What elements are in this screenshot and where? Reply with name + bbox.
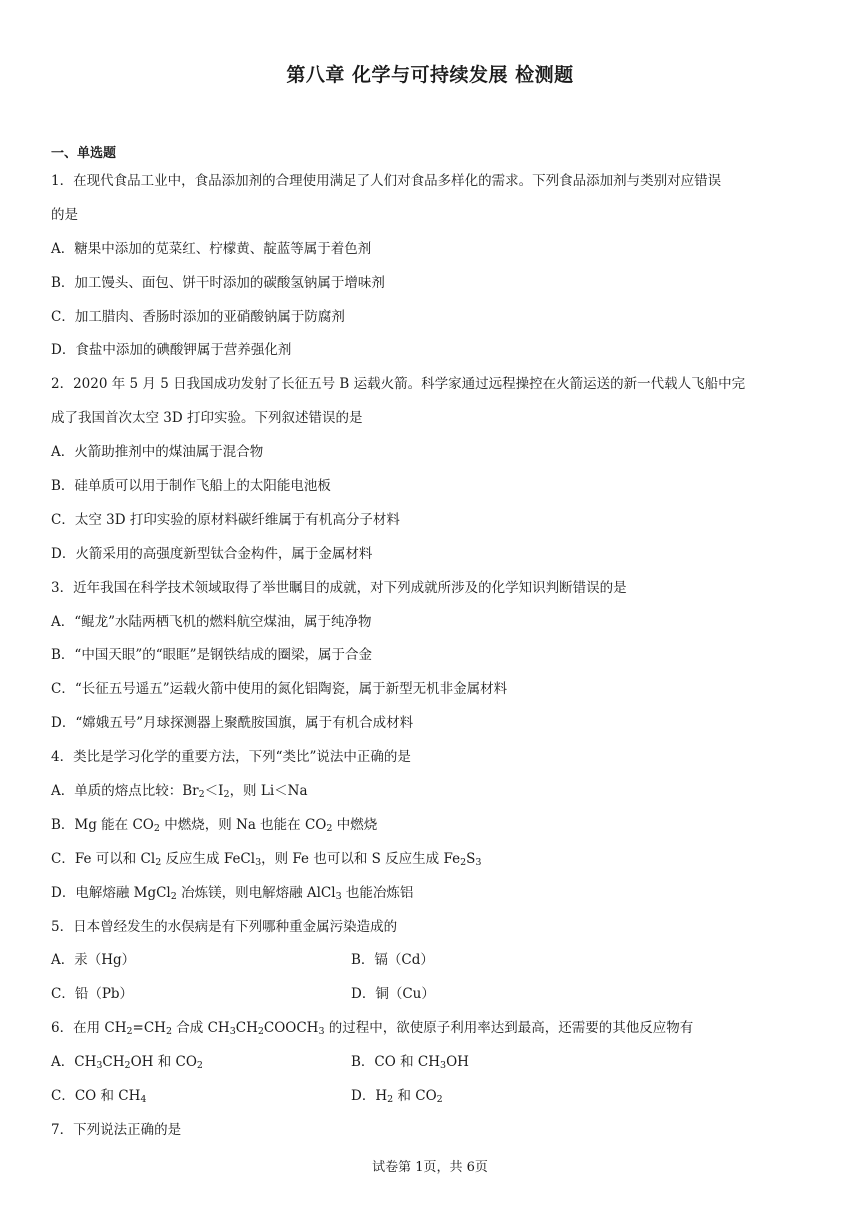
q2-option-c: C．太空 3D 打印实验的原材料碳纤维属于有机高分子材料 (51, 511, 400, 528)
q6-option-d: D．$H_2$ 和 $CO_2$ (351, 1088, 443, 1106)
q5-option-d: D．铜（Cu） (351, 986, 435, 1003)
q4-option-c: C．Fe 可以和 $Cl_2$ 反应生成 FeCl$_3$，则 Fe 也可以和 S 反应生成 $Fe_2S_3$ (51, 850, 482, 868)
page-footer: 试卷第 1页，共 6页 (372, 1160, 488, 1175)
q1-option-a: A．糖果中添加的苋菜红、柠檬黄、靛蓝等属于着色剂 (51, 240, 372, 257)
q1-stem-line1: 1．在现代食品工业中，食品添加剂的合理使用满足了人们对食品多样化的需求。下列食品添加剂与类别对应错误 (51, 173, 722, 189)
q3-option-b: B．“中国天眼”的“眼眶”是钢铁结成的圈梁，属于合金 (51, 647, 373, 664)
q4-option-b: B．Mg 能在 $CO_2$ 中燃烧，则 Na 也能在 $CO_2$ 中燃烧 (51, 816, 378, 834)
q5-stem: 5．日本曾经发生的水俣病是有下列哪种重金属污染造成的 (51, 918, 398, 935)
q3-option-a: A．“鲲龙”水陆两栖飞机的燃料航空煤油，属于纯净物 (51, 613, 372, 630)
q5-option-c: C．铅（Pb） (51, 986, 134, 1003)
q6-option-a: A．$CH_3CH_2OH$ 和 $CO_2$ (51, 1054, 203, 1072)
q1-stem-line2: 的是 (51, 206, 78, 223)
q3-stem: 3．近年我国在科学技术领域取得了举世瞩目的成就，对下列成就所涉及的化学知识判断错误的是 (51, 579, 627, 596)
q3-option-c: C．“长征五号遥五”运载火箭中使用的氮化铝陶瓷，属于新型无机非金属材料 (51, 681, 508, 698)
q5-option-a: A．汞（Hg） (51, 952, 136, 969)
page-title: 第八章 化学与可持续发展 检测题 (286, 64, 574, 86)
q6-options-row2 (51, 1080, 821, 1114)
q7-stem: 7．下列说法正确的是 (51, 1121, 182, 1138)
q2-stem-line1: 2．2020 年 5 月 5 日我国成功发射了长征五号 B 运载火箭。科学家通过远程操控在火箭运送的新一代载人飞船中完 (51, 376, 746, 393)
q5-option-b: B．镉（Cd） (351, 952, 434, 969)
q3-option-d: D．“嫦娥五号”月球探测器上聚酰胺国旗，属于有机合成材料 (51, 715, 414, 732)
q2-option-d: D．火箭采用的高强度新型钛合金构件，属于金属材料 (51, 545, 373, 562)
q5-options-row1 (51, 944, 821, 978)
q6-option-c: C．CO 和 $CH_4$ (51, 1088, 147, 1106)
q4-stem: 4．类比是学习化学的重要方法，下列“类比”说法中正确的是 (51, 749, 411, 766)
question-list (51, 143, 821, 1148)
q2-option-b: B．硅单质可以用于制作飞船上的太阳能电池板 (51, 478, 331, 495)
section-heading: 一、单选题 (51, 146, 117, 161)
q2-stem-line2: 成了我国首次太空 3D 打印实验。下列叙述错误的是 (51, 410, 363, 427)
q1-option-b: B．加工馒头、面包、饼干时添加的碳酸氢钠属于增味剂 (51, 274, 385, 291)
q1-option-c: C．加工腊肉、香肠时添加的亚硝酸钠属于防腐剂 (51, 308, 345, 325)
q6-stem: 6．在用 $CH_2=CH_2$ 合成 $CH_3CH_2COOCH_3$ 的过程中，欲使原子利用率达到最高，还需要的其他反应物有 (51, 1020, 694, 1038)
q2-option-a: A．火箭助推剂中的煤油属于混合物 (51, 444, 264, 461)
q4-option-d: D．电解熔融 MgCl$_2$ 冶炼镁，则电解熔融 AlCl$_3$ 也能冶炼铝 (51, 884, 414, 902)
q6-options-row1 (51, 1046, 821, 1080)
q5-options-row2 (51, 978, 821, 1012)
q4-option-a: A．单质的熔点比较：$Br_2<I_2$，则 Li＜Na (51, 783, 308, 801)
q1-option-d: D．食盐中添加的碘酸钾属于营养强化剂 (51, 342, 292, 359)
q6-option-b: B．CO 和 $CH_3OH$ (351, 1054, 469, 1072)
